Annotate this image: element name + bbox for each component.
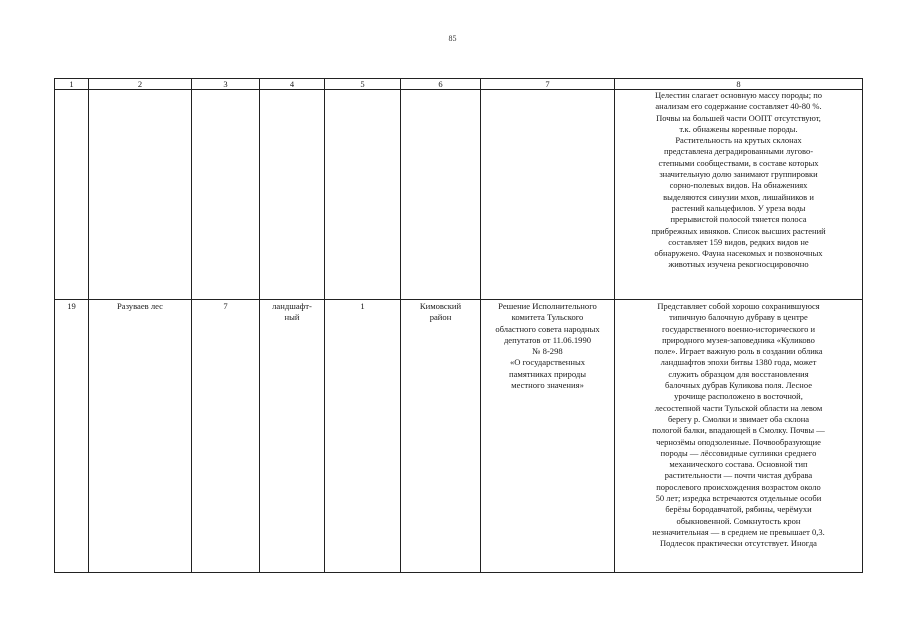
table-cell-col3 [192, 300, 260, 573]
column-header-3: 3 [192, 79, 260, 90]
table-cell [325, 90, 401, 300]
table-cell-col5 [325, 300, 401, 573]
table-cell-district [401, 300, 481, 573]
table-cell-type [260, 300, 325, 573]
table-cell [55, 90, 89, 300]
column-header-4: 4 [260, 79, 325, 90]
table-cell [89, 90, 192, 300]
table-cell [401, 90, 481, 300]
site-name: Разуваев лес [116, 301, 163, 311]
table-row-continuation [55, 90, 863, 300]
legal-decision: Решение Исполнительного комитета Тульского областного совета народных депутатов от 11.06.1990 № 8-298 «О государственных памятниках природы местного значения» [495, 301, 600, 391]
column-header-row [55, 79, 863, 90]
col3-value: 7 [223, 301, 228, 311]
column-header-7: 7 [481, 79, 615, 90]
table-cell [260, 90, 325, 300]
site-description: Представляет собой хорошо сохранившуюся типичную балочную дубраву в центре государственного военно-исторического и природного музея-заповедника «Куликово поле». Играет важную роль в создании облика ландшафтов эпохи битвы 1380 года, может служить образцом для восстановления балочных дубрав Куликова поля. Лесное урочище расположено в восточной, лесостепной части Тульской области на левом берегу р. Смолки и звимает оба склона пологой балки, впадающей в Смолку. Почвы — чернозёмы оподзоленные. Почвообразующие породы — лёссовидные суглинки среднего механического состава. Основной тип растительности — почти чистая дубрава порослевого происхождения возрастом около 50 лет; изредка встречаются отдельные особи берёзы бородавчатой, рябины, черёмухи обыкновенной. Сомкнутость крон незначительная — в среднем не превышает 0,3. Подлесок практически отсутствует. Иногда [652, 301, 825, 549]
table-cell [192, 90, 260, 300]
site-type: ландшафт- ный [272, 301, 312, 323]
table-cell-description [615, 90, 863, 300]
column-header-5: 5 [325, 79, 401, 90]
table-cell-description [615, 300, 863, 573]
column-header-2: 2 [89, 79, 192, 90]
table-row-19 [55, 300, 863, 573]
table-cell-name [89, 300, 192, 573]
document-table [54, 78, 863, 573]
column-header-8: 8 [615, 79, 863, 90]
district: Кимовский район [419, 301, 462, 323]
table-cell [481, 90, 615, 300]
col5-value: 1 [360, 301, 365, 311]
table-cell-decision [481, 300, 615, 573]
column-header-6: 6 [401, 79, 481, 90]
column-header-1: 1 [55, 79, 89, 90]
table-cell-number [55, 300, 89, 573]
row-number: 19 [67, 301, 76, 311]
page-number: 85 [448, 34, 457, 43]
continuation-description-text: Целестин слагает основную массу породы; по анализам его содержание составляет 40-80 %. Почвы на большей части ООПТ отсутствуют, т.к. обнажены коренные породы. Растительность на крутых склонах представлена деградированными лугово- степными сообществами, в составе которых значительную долю занимают группировки сорно-полевых видов. На обнажениях выделяются синузии мхов, лишайников и растений кальцефилов. У уреза воды прерывистой полосой тянется полоса прибрежных ивняков. Список высших растений составляет 159 видов, редких видов не обнаружено. Фауна насекомых и позвоночных животных изучена рекогносцировочно [651, 90, 826, 270]
